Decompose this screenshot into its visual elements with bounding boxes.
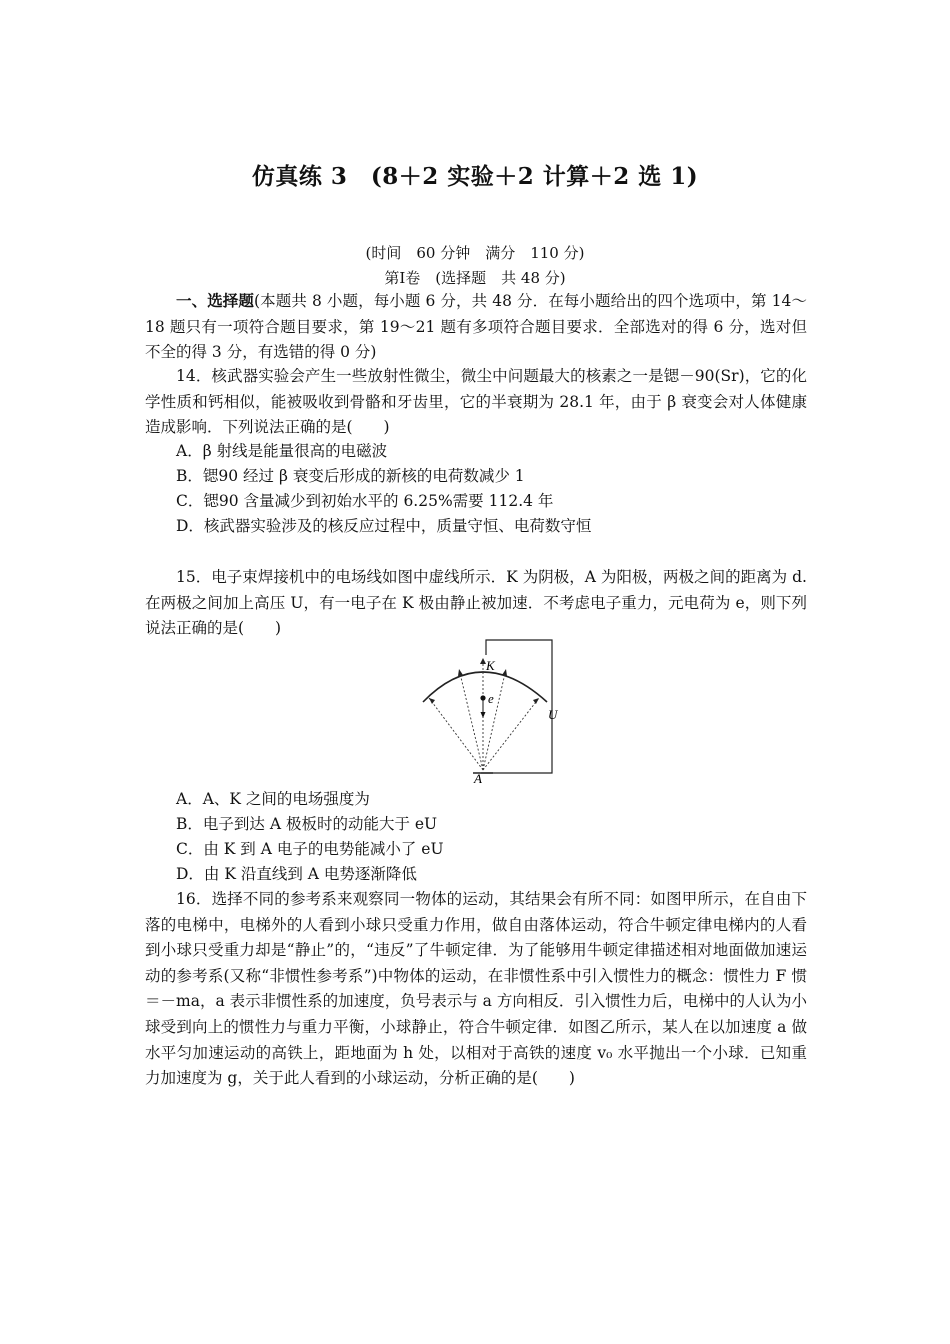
q15-option-d: D．由 K 沿直线到 A 电势逐渐降低 [176,865,417,883]
q15-stem: 15．电子束焊接机中的电场线如图中虚线所示．K 为阴极，A 为阳极，两极之间的距离为 d.在两极之间加上高压 U，有一电子在 K 极由静止被加速．不考虑电子重力，元电荷为 e，则下列说法正确的是( ) [145,568,807,638]
q14-option-c: C．锶90 含量减少到初始水平的 6.25%需要 112.4 年 [176,492,554,510]
label-u: U [548,707,558,722]
section-heading: 第Ⅰ卷 (选择题 共 48 分) [384,269,566,287]
label-e: e [488,691,494,706]
electron-beam-figure [415,636,565,784]
q15-option-a: A．A、K 之间的电场强度为 [176,790,370,808]
electron-arrowhead [481,712,486,718]
label-a: A [474,771,482,784]
q14-stem: 14．核武器实验会产生一些放射性微尘，微尘中问题最大的核素之一是锶－90(Sr)，它的化学性质和钙相似，能被吸收到骨骼和牙齿里，它的半衰期为 28.1 年，由于 β 衰变会对人体健康造成影响．下列说法正确的是( ) [145,367,807,437]
exam-time-line: (时间 60 分钟 满分 110 分) [365,244,585,262]
q15-option-c: C．由 K 到 A 电子的电势能减小了 eU [176,840,444,858]
section1-instructions-text: (本题共 8 小题，每小题 6 分，共 48 分．在每小题给出的四个选项中，第 14～18 题只有一项符合题目要求，第 19～21 题有多项符合题目要求．全部选对的得 6 分，选对但不全的得 3 分，有选错的得 0 分) [145,292,807,362]
q15-option-b: B．电子到达 A 极板时的动能大于 eU [176,815,438,833]
page-title: 仿真练 3 (8＋2 实验＋2 计算＋2 选 1) [251,163,699,190]
section1-heading: 一、选择题 [176,291,255,310]
label-k: K [486,658,495,673]
q14-option-a: A．β 射线是能量很高的电磁波 [176,442,388,460]
section1-instructions [145,288,807,366]
q16-stem: 16．选择不同的参考系来观察同一物体的运动，其结果会有所不同：如图甲所示，在自由下落的电梯中，电梯外的人看到小球只受重力作用，做自由落体运动，符合牛顿定律电梯内的人看到小球只受重力却是“静止”的，“违反”了牛顿定律．为了能够用牛顿定律描述相对地面做加速运动的参考系(又称“非惯性参考系”)中物体的运动，在非惯性系中引入惯性力的概念：惯性力 F 惯＝－ma，a 表示非惯性系的加速度，负号表示与 a 方向相反．引入惯性力后，电梯中的人认为小球受到向上的惯性力与重力平衡，小球静止，符合牛顿定律．如图乙所示，某人在以加速度 a 做水平匀加速运动的高铁上，距地面为 h 处，以相对于高铁的速度 v₀ 水平抛出一个小球．已知重力加速度为 g，关于此人看到的小球运动，分析正确的是( ) [145,890,807,1088]
q14-option-d: D．核武器实验涉及的核反应过程中，质量守恒、电荷数守恒 [176,517,592,535]
electron-dot [480,695,485,700]
q14-option-b: B．锶90 经过 β 衰变后形成的新核的电荷数减少 1 [176,467,525,485]
